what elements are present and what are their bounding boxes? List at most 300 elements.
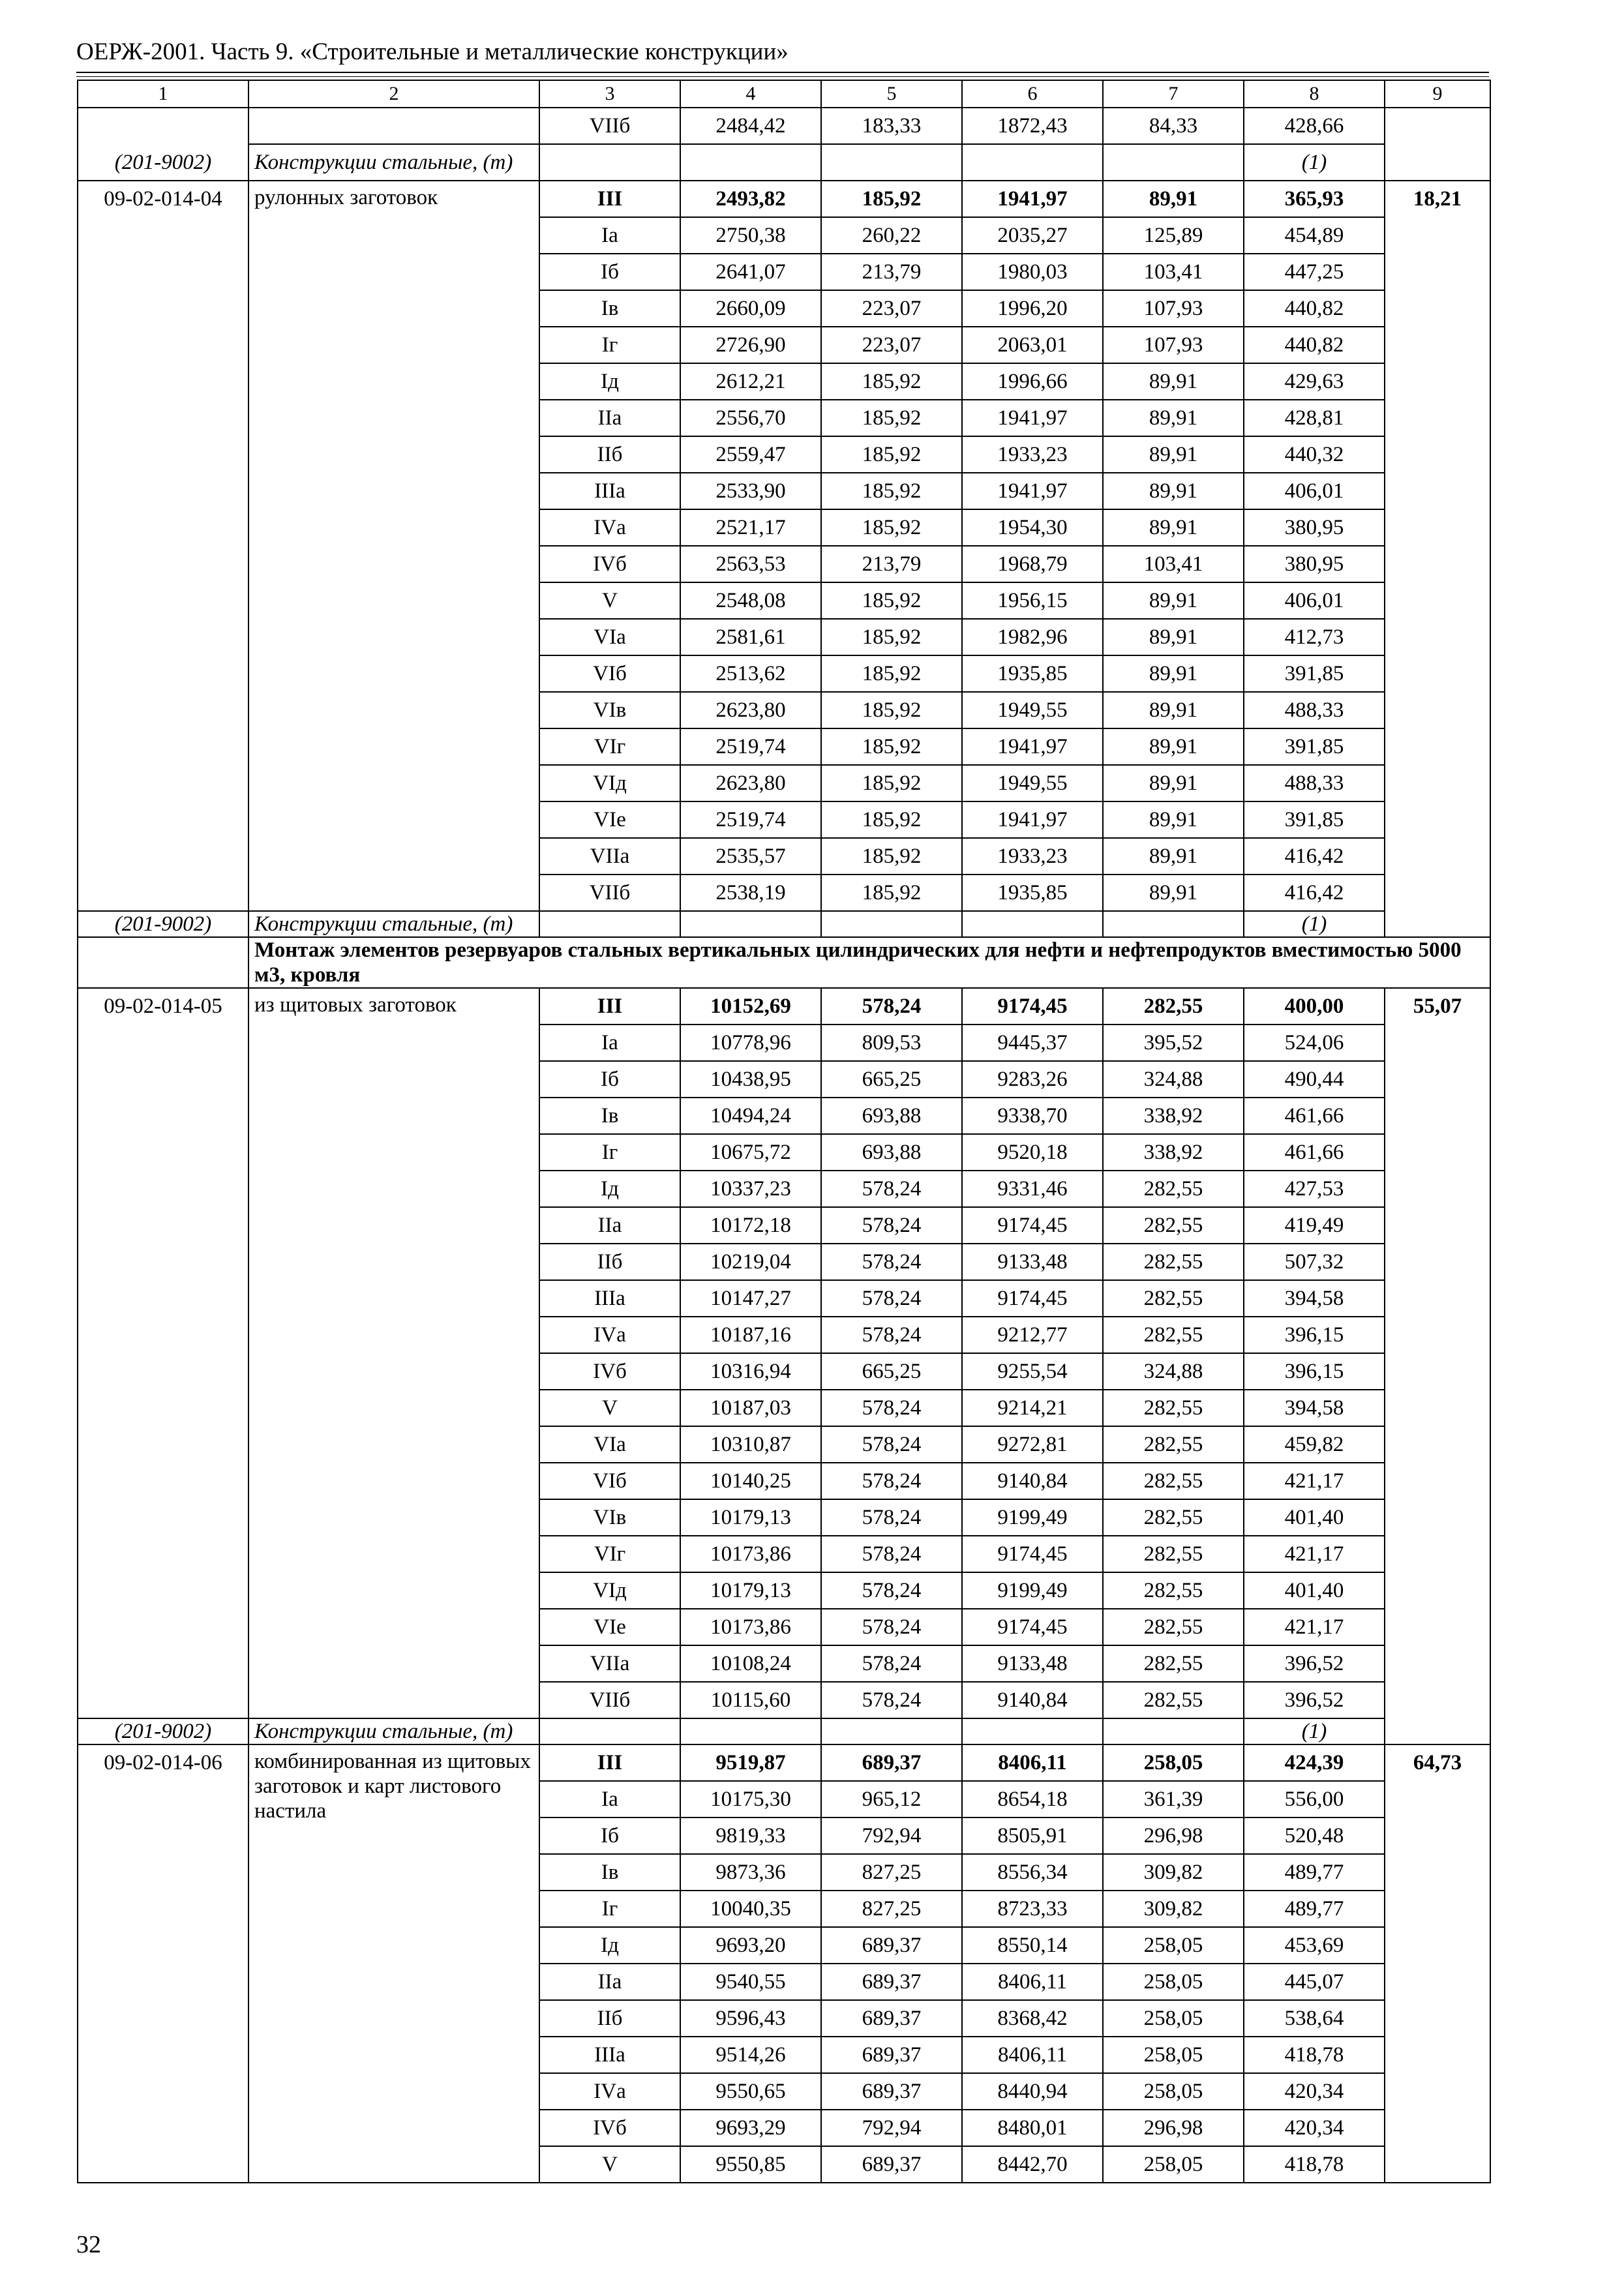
zone-cell: VIв (539, 1499, 680, 1536)
value-cell: 185,92 (821, 436, 962, 473)
value-cell: 1933,23 (962, 436, 1103, 473)
c9-cell (1385, 108, 1490, 181)
value-cell: 9283,26 (962, 1061, 1103, 1098)
value-cell: 258,05 (1103, 2146, 1244, 2183)
value-cell: 282,55 (1103, 1682, 1244, 1718)
value-cell: 420,34 (1244, 2073, 1385, 2110)
value-cell: 421,17 (1244, 1609, 1385, 1645)
value-cell: 10173,86 (680, 1609, 821, 1645)
zone-cell: III (539, 1744, 680, 1781)
value-cell: 185,92 (821, 838, 962, 875)
value-cell: 185,92 (821, 875, 962, 911)
value-cell: 1941,97 (962, 181, 1103, 217)
value-cell: 428,81 (1244, 400, 1385, 436)
value-cell: 185,92 (821, 765, 962, 801)
value-cell: 396,15 (1244, 1317, 1385, 1353)
value-cell: 396,52 (1244, 1682, 1385, 1718)
value-cell: 185,92 (821, 619, 962, 655)
zone-cell: VIIб (539, 875, 680, 911)
value-cell: 1941,97 (962, 400, 1103, 436)
zone-cell: VIд (539, 765, 680, 801)
value-cell: 380,95 (1244, 509, 1385, 546)
zone-cell: Iа (539, 1781, 680, 1818)
value-cell: 689,37 (821, 2073, 962, 2110)
value-cell: 8550,14 (962, 1927, 1103, 1964)
value-cell: 185,92 (821, 692, 962, 728)
value-cell: 9519,87 (680, 1744, 821, 1781)
zone-cell: IIб (539, 436, 680, 473)
column-number: 6 (962, 80, 1103, 108)
value-cell: 689,37 (821, 2000, 962, 2037)
table-row (78, 108, 1490, 144)
value-cell: 445,07 (1244, 1964, 1385, 2000)
zone-cell: IIа (539, 400, 680, 436)
value-cell: 578,24 (821, 1645, 962, 1682)
rate-code: 09-02-014-05 (78, 988, 248, 1718)
value-cell: 9174,45 (962, 1280, 1103, 1317)
value-cell: 10179,13 (680, 1499, 821, 1536)
value-cell: 103,41 (1103, 254, 1244, 290)
value-cell: 489,77 (1244, 1854, 1385, 1891)
value-cell: 578,24 (821, 1317, 962, 1353)
value-cell: 1941,97 (962, 473, 1103, 509)
value-cell: 1954,30 (962, 509, 1103, 546)
value-cell: 89,91 (1103, 363, 1244, 400)
value-cell: 1935,85 (962, 655, 1103, 692)
c9-cell: 55,07 (1385, 988, 1490, 1744)
value-cell: 10675,72 (680, 1134, 821, 1171)
value-cell: 429,63 (1244, 363, 1385, 400)
value-cell: 185,92 (821, 509, 962, 546)
value-cell: 361,39 (1103, 1781, 1244, 1818)
value-cell: 2519,74 (680, 728, 821, 765)
c9-cell: 18,21 (1385, 181, 1490, 937)
zone-cell: Iв (539, 1854, 680, 1891)
zone-cell: VIв (539, 692, 680, 728)
value-cell: 416,42 (1244, 838, 1385, 875)
value-cell: 792,94 (821, 1818, 962, 1854)
value-cell: 8556,34 (962, 1854, 1103, 1891)
price-table (77, 80, 1491, 2183)
value-cell: 380,95 (1244, 546, 1385, 582)
value-cell: 10040,35 (680, 1891, 821, 1927)
value-cell: 9540,55 (680, 1964, 821, 2000)
value-cell: 89,91 (1103, 582, 1244, 619)
value-cell: 447,25 (1244, 254, 1385, 290)
value-cell: 1941,97 (962, 801, 1103, 838)
rate-name: комбинированная из щитовых заготовок и карт листового настила (248, 1744, 539, 2183)
value-cell: 424,39 (1244, 1744, 1385, 1781)
value-cell: 461,66 (1244, 1098, 1385, 1134)
value-cell: 89,91 (1103, 838, 1244, 875)
value-cell: 10494,24 (680, 1098, 821, 1134)
column-number: 1 (78, 80, 248, 108)
value-cell: 8723,33 (962, 1891, 1103, 1927)
value-cell: 309,82 (1103, 1891, 1244, 1927)
value-cell: 2750,38 (680, 217, 821, 254)
value-cell: 282,55 (1103, 1499, 1244, 1536)
header-rule (76, 72, 1489, 73)
value-cell: 282,55 (1103, 1244, 1244, 1280)
zone-cell: VIе (539, 801, 680, 838)
value-cell: 1941,97 (962, 728, 1103, 765)
note-desc: Конструкции стальные, (т) (248, 1718, 539, 1744)
column-number: 7 (1103, 80, 1244, 108)
value-cell: 2641,07 (680, 254, 821, 290)
rate-code: 09-02-014-04 (78, 181, 248, 911)
value-cell: 827,25 (821, 1854, 962, 1891)
zone-cell: VIа (539, 1426, 680, 1463)
value-cell: 9133,48 (962, 1645, 1103, 1682)
value-cell: 260,22 (821, 217, 962, 254)
value-cell: 440,82 (1244, 290, 1385, 327)
value-cell: 1949,55 (962, 765, 1103, 801)
value-cell: 2623,80 (680, 692, 821, 728)
value-cell (1103, 1718, 1244, 1744)
zone-cell: Iб (539, 1061, 680, 1098)
zone-cell: III (539, 181, 680, 217)
zone-cell: VIе (539, 1609, 680, 1645)
value-cell: 578,24 (821, 988, 962, 1025)
note-code: (201-9002) (78, 911, 248, 937)
value-cell: 420,34 (1244, 2110, 1385, 2146)
value-cell: 421,17 (1244, 1536, 1385, 1572)
value-cell: 792,94 (821, 2110, 962, 2146)
value-cell: 89,91 (1103, 801, 1244, 838)
value-cell: 282,55 (1103, 1536, 1244, 1572)
value-cell: 9174,45 (962, 1609, 1103, 1645)
value-cell: 9133,48 (962, 1244, 1103, 1280)
value-cell: 324,88 (1103, 1353, 1244, 1390)
value-cell: 10337,23 (680, 1171, 821, 1207)
zone-cell: Iв (539, 290, 680, 327)
zone-cell: Iд (539, 363, 680, 400)
value-cell (962, 911, 1103, 937)
value-cell: 107,93 (1103, 327, 1244, 363)
value-cell: 809,53 (821, 1025, 962, 1061)
zone-cell: Iа (539, 217, 680, 254)
value-cell: 394,58 (1244, 1390, 1385, 1426)
zone-cell: Iг (539, 1891, 680, 1927)
value-cell: 2513,62 (680, 655, 821, 692)
value-cell (680, 1718, 821, 1744)
value-cell: 282,55 (1103, 988, 1244, 1025)
value-cell: 9174,45 (962, 988, 1103, 1025)
value-cell: 689,37 (821, 1927, 962, 1964)
value-cell: 185,92 (821, 655, 962, 692)
value-cell: 9199,49 (962, 1499, 1103, 1536)
value-cell: 282,55 (1103, 1280, 1244, 1317)
value-cell: 10175,30 (680, 1781, 821, 1818)
value-cell: 185,92 (821, 181, 962, 217)
zone-cell: VIб (539, 655, 680, 692)
value-cell: 9272,81 (962, 1426, 1103, 1463)
zone-cell: III (539, 988, 680, 1025)
value-cell: 282,55 (1103, 1171, 1244, 1207)
value-cell: 1935,85 (962, 875, 1103, 911)
value-cell: 689,37 (821, 2037, 962, 2073)
zone-cell: IVа (539, 509, 680, 546)
value-cell: 489,77 (1244, 1891, 1385, 1927)
value-cell: 9596,43 (680, 2000, 821, 2037)
value-cell: 10179,13 (680, 1572, 821, 1609)
column-number: 8 (1244, 80, 1385, 108)
value-cell: 391,85 (1244, 801, 1385, 838)
value-cell: 1968,79 (962, 546, 1103, 582)
value-cell: 9819,33 (680, 1818, 821, 1854)
value-cell: 556,00 (1244, 1781, 1385, 1818)
name-cell (248, 108, 539, 144)
column-number: 3 (539, 80, 680, 108)
value-cell: 10173,86 (680, 1536, 821, 1572)
page-number: 32 (76, 2231, 101, 2258)
value-cell: 89,91 (1103, 692, 1244, 728)
value-cell: 578,24 (821, 1536, 962, 1572)
value-cell: 488,33 (1244, 765, 1385, 801)
zone-cell: VIIб (539, 108, 680, 144)
value-cell: 365,93 (1244, 181, 1385, 217)
zone-cell (539, 1718, 680, 1744)
value-cell: 282,55 (1103, 1645, 1244, 1682)
value-cell: 578,24 (821, 1390, 962, 1426)
value-cell: 689,37 (821, 1964, 962, 2000)
value-cell: 9693,20 (680, 1927, 821, 1964)
value-cell: 89,91 (1103, 400, 1244, 436)
value-cell: 394,58 (1244, 1280, 1385, 1317)
value-cell: 282,55 (1103, 1317, 1244, 1353)
value-cell: 258,05 (1103, 2073, 1244, 2110)
value-cell: 8368,42 (962, 2000, 1103, 2037)
value-cell: 2535,57 (680, 838, 821, 875)
value-cell: 391,85 (1244, 728, 1385, 765)
page-header: ОЕРЖ-2001. Часть 9. «Строительные и металлические конструкции» (76, 38, 789, 65)
value-cell (821, 1718, 962, 1744)
value-cell: 461,66 (1244, 1134, 1385, 1171)
value-cell: 524,06 (1244, 1025, 1385, 1061)
zone-cell: VIг (539, 1536, 680, 1572)
value-cell: 282,55 (1103, 1207, 1244, 1244)
value-cell: 2623,80 (680, 765, 821, 801)
value-cell: 2563,53 (680, 546, 821, 582)
value-cell: 2493,82 (680, 181, 821, 217)
value-cell: 2035,27 (962, 217, 1103, 254)
value-cell: 406,01 (1244, 473, 1385, 509)
value-cell: 507,32 (1244, 1244, 1385, 1280)
value-cell (680, 911, 821, 937)
value-cell: 296,98 (1103, 2110, 1244, 2146)
note-value: (1) (1244, 1718, 1385, 1744)
zone-cell: IIIа (539, 473, 680, 509)
zone-cell: IIа (539, 1964, 680, 2000)
value-cell: 1872,43 (962, 108, 1103, 144)
zone-cell: VIг (539, 728, 680, 765)
value-cell: 185,92 (821, 400, 962, 436)
value-cell: 689,37 (821, 1744, 962, 1781)
value-cell: 9199,49 (962, 1572, 1103, 1609)
value-cell: 338,92 (1103, 1098, 1244, 1134)
value-cell: 10187,16 (680, 1317, 821, 1353)
value-cell: 2538,19 (680, 875, 821, 911)
note-desc: Конструкции стальные, (т) (248, 144, 539, 181)
value-cell: 10187,03 (680, 1390, 821, 1426)
zone-cell: V (539, 2146, 680, 2183)
value-cell: 2581,61 (680, 619, 821, 655)
value-cell: 9214,21 (962, 1390, 1103, 1426)
column-number-row (78, 80, 1490, 108)
value-cell: 9212,77 (962, 1317, 1103, 1353)
value-cell: 10778,96 (680, 1025, 821, 1061)
value-cell (1103, 144, 1244, 181)
value-cell: 2612,21 (680, 363, 821, 400)
c9-cell: 64,73 (1385, 1744, 1490, 2183)
value-cell: 490,44 (1244, 1061, 1385, 1098)
zone-cell: Iг (539, 1134, 680, 1171)
value-cell (1103, 911, 1244, 937)
value-cell: 419,49 (1244, 1207, 1385, 1244)
zone-cell: IIIа (539, 1280, 680, 1317)
zone-cell: Iг (539, 327, 680, 363)
value-cell: 1996,20 (962, 290, 1103, 327)
value-cell (821, 911, 962, 937)
value-cell: 10147,27 (680, 1280, 821, 1317)
value-cell: 89,91 (1103, 181, 1244, 217)
value-cell: 520,48 (1244, 1818, 1385, 1854)
section-title: Монтаж элементов резервуаров стальных вертикальных цилиндрических для нефти и нефтепродуктов вместимостью 5000 м3, кровля (248, 937, 1490, 988)
value-cell: 9550,65 (680, 2073, 821, 2110)
value-cell: 1949,55 (962, 692, 1103, 728)
value-cell: 1982,96 (962, 619, 1103, 655)
table-row (78, 181, 1490, 217)
section-row (78, 937, 1490, 988)
value-cell: 2519,74 (680, 801, 821, 838)
value-cell: 538,64 (1244, 2000, 1385, 2037)
note-value: (1) (1244, 911, 1385, 937)
value-cell: 827,25 (821, 1891, 962, 1927)
value-cell: 440,82 (1244, 327, 1385, 363)
rate-name: из щитовых заготовок (248, 988, 539, 1718)
value-cell: 282,55 (1103, 1426, 1244, 1463)
value-cell: 282,55 (1103, 1463, 1244, 1499)
zone-cell: IIIа (539, 2037, 680, 2073)
zone-cell (539, 144, 680, 181)
value-cell: 213,79 (821, 546, 962, 582)
value-cell: 578,24 (821, 1171, 962, 1207)
value-cell: 9255,54 (962, 1353, 1103, 1390)
value-cell: 9445,37 (962, 1025, 1103, 1061)
value-cell: 8654,18 (962, 1781, 1103, 1818)
value-cell: 396,15 (1244, 1353, 1385, 1390)
value-cell: 282,55 (1103, 1390, 1244, 1426)
value-cell: 185,92 (821, 473, 962, 509)
value-cell: 9520,18 (962, 1134, 1103, 1171)
value-cell: 89,91 (1103, 765, 1244, 801)
value-cell: 10316,94 (680, 1353, 821, 1390)
value-cell: 9550,85 (680, 2146, 821, 2183)
value-cell (962, 144, 1103, 181)
zone-cell: IVа (539, 2073, 680, 2110)
value-cell: 578,24 (821, 1609, 962, 1645)
value-cell: 453,69 (1244, 1927, 1385, 1964)
note-value: (1) (1244, 144, 1385, 181)
value-cell: 282,55 (1103, 1609, 1244, 1645)
value-cell: 185,92 (821, 801, 962, 838)
value-cell: 488,33 (1244, 692, 1385, 728)
value-cell: 10108,24 (680, 1645, 821, 1682)
value-cell (680, 144, 821, 181)
note-row (78, 144, 1490, 181)
value-cell: 296,98 (1103, 1818, 1244, 1854)
value-cell: 213,79 (821, 254, 962, 290)
value-cell: 107,93 (1103, 290, 1244, 327)
value-cell: 2726,90 (680, 327, 821, 363)
column-number: 9 (1385, 80, 1490, 108)
zone-cell: IVа (539, 1317, 680, 1353)
value-cell: 428,66 (1244, 108, 1385, 144)
code-cell: (201-9002) (78, 108, 248, 181)
value-cell: 395,52 (1103, 1025, 1244, 1061)
table-row (78, 988, 1490, 1025)
value-cell: 400,00 (1244, 988, 1385, 1025)
value-cell: 309,82 (1103, 1854, 1244, 1891)
value-cell: 2484,42 (680, 108, 821, 144)
value-cell: 8505,91 (962, 1818, 1103, 1854)
value-cell: 10219,04 (680, 1244, 821, 1280)
value-cell: 89,91 (1103, 728, 1244, 765)
note-desc: Конструкции стальные, (т) (248, 911, 539, 937)
value-cell: 10152,69 (680, 988, 821, 1025)
value-cell: 665,25 (821, 1353, 962, 1390)
value-cell: 185,92 (821, 582, 962, 619)
zone-cell: VIIб (539, 1682, 680, 1718)
zone-cell: IVб (539, 2110, 680, 2146)
value-cell: 9514,26 (680, 2037, 821, 2073)
value-cell: 8406,11 (962, 1744, 1103, 1781)
value-cell: 578,24 (821, 1499, 962, 1536)
value-cell: 2521,17 (680, 509, 821, 546)
value-cell: 258,05 (1103, 1927, 1244, 1964)
value-cell: 421,17 (1244, 1463, 1385, 1499)
note-code: (201-9002) (78, 1718, 248, 1744)
value-cell: 9693,29 (680, 2110, 821, 2146)
value-cell: 2660,09 (680, 290, 821, 327)
value-cell: 2548,08 (680, 582, 821, 619)
value-cell: 183,33 (821, 108, 962, 144)
header-rule-thin (76, 76, 1489, 77)
zone-cell: VIд (539, 1572, 680, 1609)
value-cell: 185,92 (821, 363, 962, 400)
zone-cell: VIIа (539, 838, 680, 875)
value-cell: 1933,23 (962, 838, 1103, 875)
zone-cell: Iв (539, 1098, 680, 1134)
value-cell: 84,33 (1103, 108, 1244, 144)
value-cell: 89,91 (1103, 655, 1244, 692)
value-cell: 324,88 (1103, 1061, 1244, 1098)
zone-cell: V (539, 1390, 680, 1426)
value-cell: 401,40 (1244, 1572, 1385, 1609)
value-cell: 665,25 (821, 1061, 962, 1098)
value-cell: 401,40 (1244, 1499, 1385, 1536)
value-cell: 103,41 (1103, 546, 1244, 582)
value-cell: 9140,84 (962, 1682, 1103, 1718)
value-cell: 578,24 (821, 1426, 962, 1463)
value-cell: 89,91 (1103, 436, 1244, 473)
zone-cell: IIб (539, 1244, 680, 1280)
value-cell: 10438,95 (680, 1061, 821, 1098)
value-cell: 578,24 (821, 1682, 962, 1718)
zone-cell: IIа (539, 1207, 680, 1244)
value-cell: 9338,70 (962, 1098, 1103, 1134)
value-cell: 8440,94 (962, 2073, 1103, 2110)
